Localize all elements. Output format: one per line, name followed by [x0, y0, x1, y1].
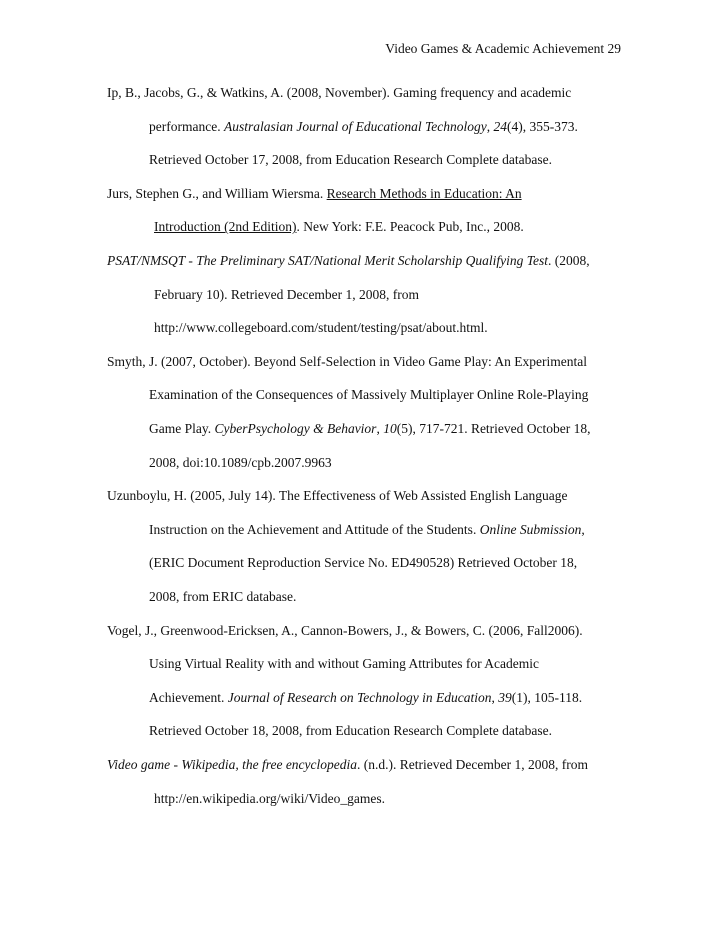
reference-text: , [581, 521, 585, 537]
reference-text: (5), 717-721. Retrieved October 18, [396, 421, 591, 436]
reference-text: Journal of Research on Technology in Education [227, 689, 492, 705]
reference-line [107, 353, 587, 371]
reference-text: Instruction on the Achievement and Attitude of the Students. [149, 521, 480, 537]
reference-text: 24 [493, 118, 507, 134]
reference-text: 2008, doi:10.1089/cpb.2007.9963 [149, 454, 332, 470]
reference-text: . (n.d.). Retrieved December 1, 2008, from [357, 757, 588, 772]
reference-text: (ERIC Document Reproduction Service No. ED490528) Retrieved October 18, [149, 555, 578, 571]
reference-text: PSAT/NMSQT - The Preliminary SAT/National Merit Scholarship Qualifying Test [107, 253, 549, 268]
reference-text: . New York: F.E. Peacock Pub, Inc., 2008. [296, 219, 524, 235]
reference-line [107, 84, 571, 102]
reference-text: , [491, 689, 499, 705]
reference-text: Online Submission [479, 521, 582, 537]
reference-text: Achievement. [149, 689, 228, 705]
reference-line [149, 521, 585, 539]
reference-text: , [486, 118, 494, 134]
reference-text: , [376, 421, 384, 436]
reference-text: performance. [149, 118, 224, 134]
reference-line [149, 151, 552, 169]
reference-text: 39 [498, 689, 512, 705]
reference-text: Jurs, Stephen G., and William Wiersma. [107, 185, 327, 201]
reference-text: Ip, B., Jacobs, G., & Watkins, A. (2008, November). Gaming frequency and academic [107, 85, 572, 100]
reference-line [107, 185, 522, 203]
reference-line [107, 622, 583, 640]
reference-text: Video game - Wikipedia, the free encyclopedia [107, 757, 358, 772]
reference-line [149, 689, 582, 707]
reference-text: http://en.wikipedia.org/wiki/Video_games. [154, 790, 386, 806]
reference-text: Australasian Journal of Educational Technology [223, 118, 487, 134]
reference-text: February 10). Retrieved December 1, 2008, from [154, 286, 420, 302]
reference-line [107, 487, 567, 505]
reference-text: Research Methods in Education: An [326, 185, 522, 201]
reference-line [154, 218, 524, 236]
reference-line [149, 118, 578, 136]
reference-text: CyberPsychology & Behavior [214, 421, 377, 436]
reference-line [154, 286, 419, 304]
reference-text: 10 [383, 421, 397, 436]
reference-line [149, 554, 577, 572]
reference-text: Game Play. [149, 421, 215, 436]
reference-line [149, 454, 332, 472]
reference-line [149, 386, 588, 404]
reference-text: (4), 355-373. [506, 118, 578, 134]
reference-text: Examination of the Consequences of Massively Multiplayer Online Role-Playing [149, 387, 589, 403]
reference-text: Retrieved October 17, 2008, from Education Research Complete database. [149, 152, 552, 168]
reference-line [149, 655, 539, 673]
reference-line [107, 252, 590, 270]
reference-line [149, 588, 296, 606]
reference-text: (1), 105-118. [511, 689, 583, 705]
reference-line [154, 790, 385, 808]
reference-line [107, 756, 588, 774]
running-head: Video Games & Academic Achievement 29 [385, 41, 621, 56]
reference-text: Uzunboylu, H. (2005, July 14). The Effectiveness of Web Assisted English Language [107, 488, 568, 504]
reference-text: http://www.collegeboard.com/student/testing/psat/about.html. [154, 320, 488, 336]
reference-line [154, 319, 488, 337]
reference-line [149, 722, 552, 740]
reference-text: Using Virtual Reality with and without Gaming Attributes for Academic [149, 656, 540, 672]
reference-text: Smyth, J. (2007, October). Beyond Self-Selection in Video Game Play: An Experimental [107, 353, 587, 369]
reference-text: . (2008, [548, 253, 590, 268]
reference-text: Introduction (2nd Edition) [154, 219, 297, 235]
reference-text: Vogel, J., Greenwood-Ericksen, A., Cannon-Bowers, J., & Bowers, C. (2006, Fall2006). [107, 622, 583, 638]
reference-text: 2008, from ERIC database. [149, 589, 297, 604]
reference-line [149, 420, 591, 438]
reference-text: Retrieved October 18, 2008, from Education Research Complete database. [149, 723, 552, 739]
